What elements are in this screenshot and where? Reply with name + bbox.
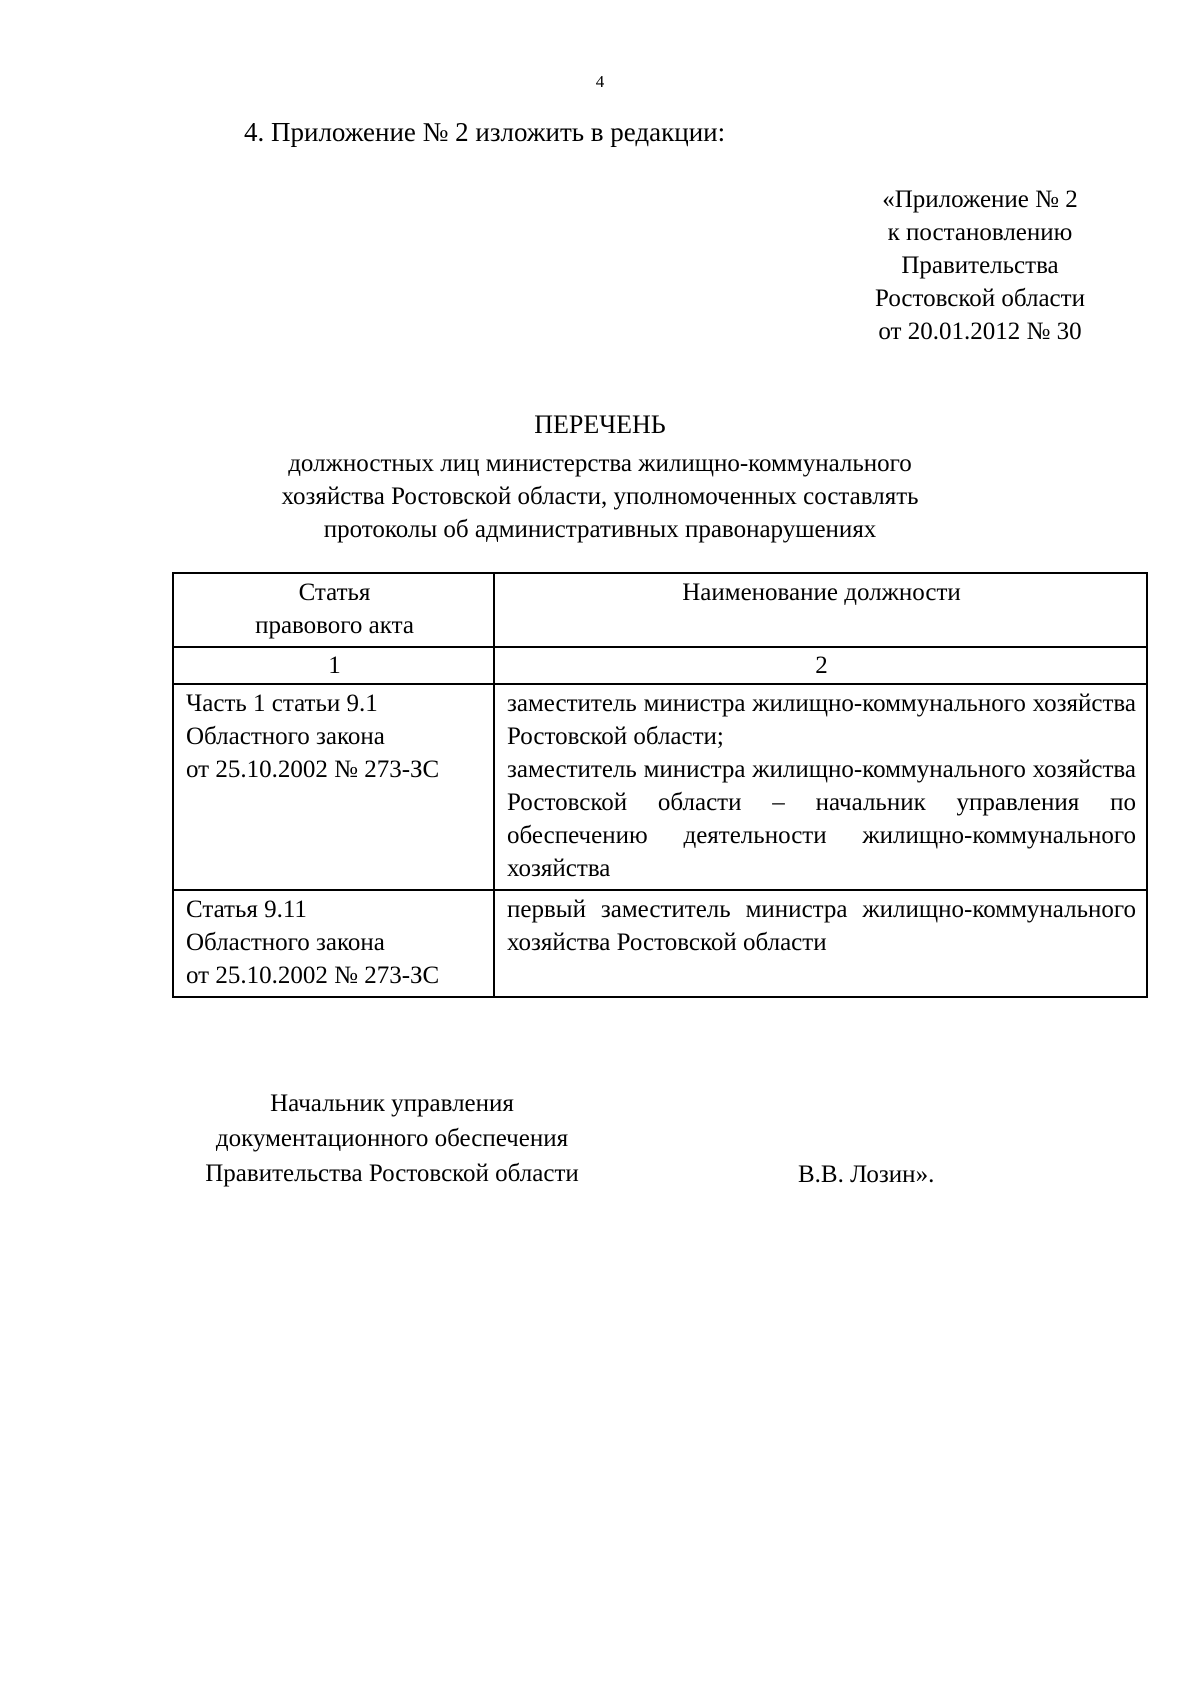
list-subtitle-line: должностных лиц министерства жилищно-коммунального — [288, 450, 912, 477]
table-header-row — [173, 573, 1147, 647]
header-article-line: Статья — [298, 579, 371, 606]
appendix-line: от 20.01.2012 № 30 — [878, 318, 1082, 345]
appendix-line: «Приложение № 2 — [882, 186, 1078, 213]
signatory-title-line: документационного обеспечения — [215, 1125, 569, 1152]
list-subtitle-line: протоколы об административных правонарушениях — [323, 516, 877, 543]
signatory-title-line: Начальник управления — [270, 1090, 514, 1117]
page-number: 4 — [595, 72, 605, 91]
signatory-name: В.В. Лозин». — [798, 1161, 935, 1188]
table-row — [173, 890, 1147, 997]
header-article — [173, 573, 494, 647]
list-subtitle-line: хозяйства Ростовской области, уполномоченных составлять — [281, 483, 919, 510]
position-text: заместитель министра жилищно-коммунального хозяйства Ростовской области; — [507, 690, 1136, 750]
article-line: от 25.10.2002 № 273-ЗС — [186, 756, 440, 783]
officials-table — [172, 572, 1148, 998]
signatory-title — [172, 1086, 612, 1191]
article-line: от 25.10.2002 № 273-ЗС — [186, 962, 440, 989]
list-subtitle — [0, 447, 1200, 546]
signatory-title-line: Правительства Ростовской области — [205, 1160, 579, 1187]
article-line: Часть 1 статьи 9.1 — [186, 690, 378, 717]
table-numbering-row — [173, 647, 1147, 684]
article-cell — [173, 890, 494, 997]
header-position: Наименование должности — [494, 573, 1147, 647]
appendix-reference — [850, 183, 1110, 348]
position-cell — [494, 684, 1147, 890]
article-cell — [173, 684, 494, 890]
position-text: заместитель министра жилищно-коммунального хозяйства Ростовской области – начальник управления по обеспечению деятельности жилищно-коммунального хозяйства — [507, 756, 1136, 882]
column-number: 2 — [494, 647, 1147, 684]
table-row — [173, 684, 1147, 890]
column-number: 1 — [173, 647, 494, 684]
article-line: Областного закона — [186, 723, 385, 750]
list-title: ПЕРЕЧЕНЬ — [534, 410, 666, 439]
article-line: Статья 9.11 — [186, 896, 307, 923]
position-cell — [494, 890, 1147, 997]
appendix-line: к постановлению — [887, 219, 1073, 246]
header-article-line: правового акта — [255, 612, 414, 639]
appendix-line: Ростовской области — [875, 285, 1085, 312]
appendix-line: Правительства — [901, 252, 1059, 279]
article-line: Областного закона — [186, 929, 385, 956]
position-text: первый заместитель министра жилищно-коммунального хозяйства Ростовской области — [507, 896, 1136, 956]
item-heading: 4. Приложение № 2 изложить в редакции: — [244, 117, 726, 147]
